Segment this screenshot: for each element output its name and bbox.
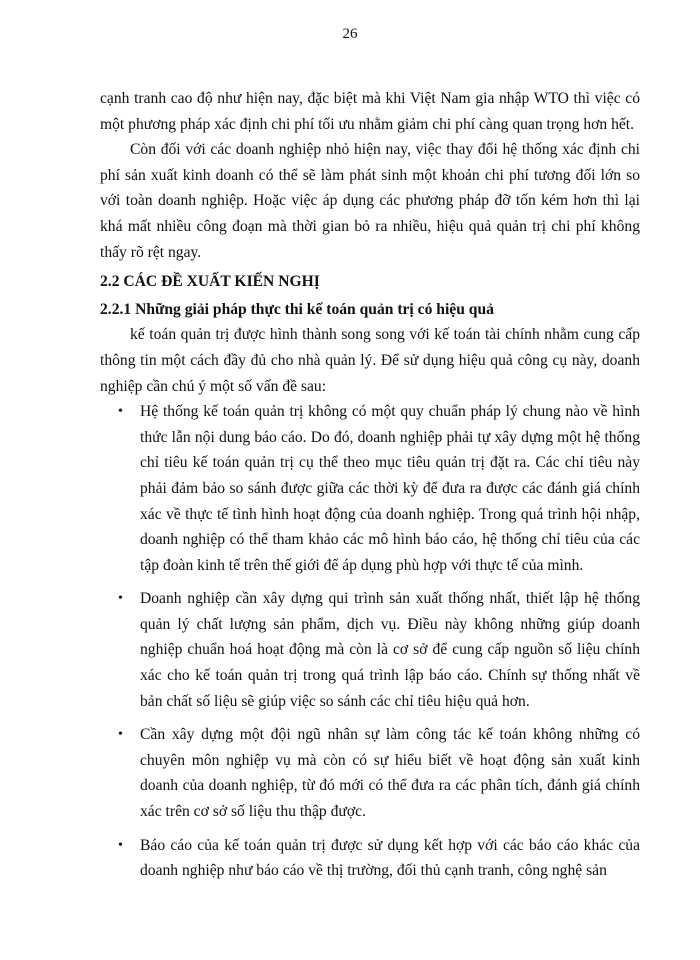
bullet-icon: • bbox=[118, 837, 123, 853]
list-item bbox=[100, 399, 640, 578]
list-item-text: Hệ thống kế toán quản trị không có một quy chuẩn pháp lý chung nào về hình thức lẫn nội dung báo cáo. Do đó, doanh nghiệp phải tự xây dựng một hệ thống chỉ tiêu kế toán quản trị cụ thể theo mục tiêu quản trị đặt ra. Các chỉ tiêu này phải đảm bảo so sánh được giữa các thời kỳ để đưa ra được các đánh giá chính xác về thực tế tình hình hoạt động của doanh nghiệp. Trong quá trình hội nhập, doanh nghiệp có thể tham khảo các mô hình báo cáo, hệ thống chỉ tiêu của các tập đoàn kinh tế trên thế giới để áp dụng phù hợp với thực tế của mình. bbox=[140, 403, 640, 574]
list-item-text: Báo cáo của kế toán quản trị được sử dụng kết hợp với các báo cáo khác của doanh nghiệp như báo cáo về thị trường, đối thủ cạnh tranh, công nghệ sản bbox=[140, 836, 640, 880]
list-item bbox=[100, 833, 640, 884]
page-body bbox=[100, 86, 640, 892]
list-item-text: Doanh nghiệp cần xây dựng qui trình sản xuất thống nhất, thiết lập hệ thống quản lý chất lượng sản phẩm, dịch vụ. Điều này không những giúp doanh nghiệp chuẩn hoá hoạt động mà còn là cơ sở để cung cấp nguồn số liệu chính xác cho kế toán quản trị trong quá trình lập báo cáo. Chính sự thống nhất về bản chất số liệu sẽ giúp việc so sánh các chỉ tiêu hiệu quả hơn. bbox=[140, 590, 640, 710]
bullet-list bbox=[100, 399, 640, 884]
intro-paragraph: kế toán quản trị được hình thành song song với kế toán tài chính nhằm cung cấp thông tin một cách đầy đủ cho nhà quản lý. Để sử dụng hiệu quả công cụ này, doanh nghiệp cần chú ý một số vấn đề sau: bbox=[100, 326, 640, 395]
bullet-icon: • bbox=[118, 591, 123, 607]
page-number: 26 bbox=[342, 26, 358, 42]
list-item bbox=[100, 586, 640, 714]
section-heading: 2.2 CÁC ĐỀ XUẤT KIẾN NGHỊ bbox=[100, 273, 320, 291]
body-paragraph: cạnh tranh cao độ như hiện nay, đặc biệt mà khi Việt Nam gia nhập WTO thì việc có một phương pháp xác định chi phí tối ưu nhằm giảm chi phí càng quan trọng hơn hết. bbox=[100, 90, 640, 133]
bullet-icon: • bbox=[118, 404, 123, 420]
list-item-text: Cần xây dựng một đội ngũ nhân sự làm công tác kế toán không những có chuyên môn nghiệp vụ mà còn có sự hiểu biết về hoạt động sản xuất kinh doanh của doanh nghiệp, từ đó mới có thể đưa ra các phân tích, đánh giá chính xác trên cơ sở số liệu thu thập được. bbox=[140, 726, 640, 821]
list-item bbox=[100, 722, 640, 824]
bullet-icon: • bbox=[118, 727, 123, 743]
body-paragraph: Còn đối với các doanh nghiệp nhỏ hiện nay, việc thay đổi hệ thống xác định chi phí sản xuất kinh doanh có thể sẽ làm phát sinh một khoản chi phí tương đối lớn so với toàn doanh nghiệp. Hoặc việc áp dụng các phương pháp đỡ tốn kém hơn thì lại khá mất nhiều công đoạn mà thời gian bỏ ra nhiều, hiệu quả quản trị chi phí không thấy rõ rệt ngay. bbox=[100, 141, 640, 261]
subsection-heading: 2.2.1 Những giải pháp thực thi kế toán quản trị có hiệu quả bbox=[100, 300, 494, 318]
